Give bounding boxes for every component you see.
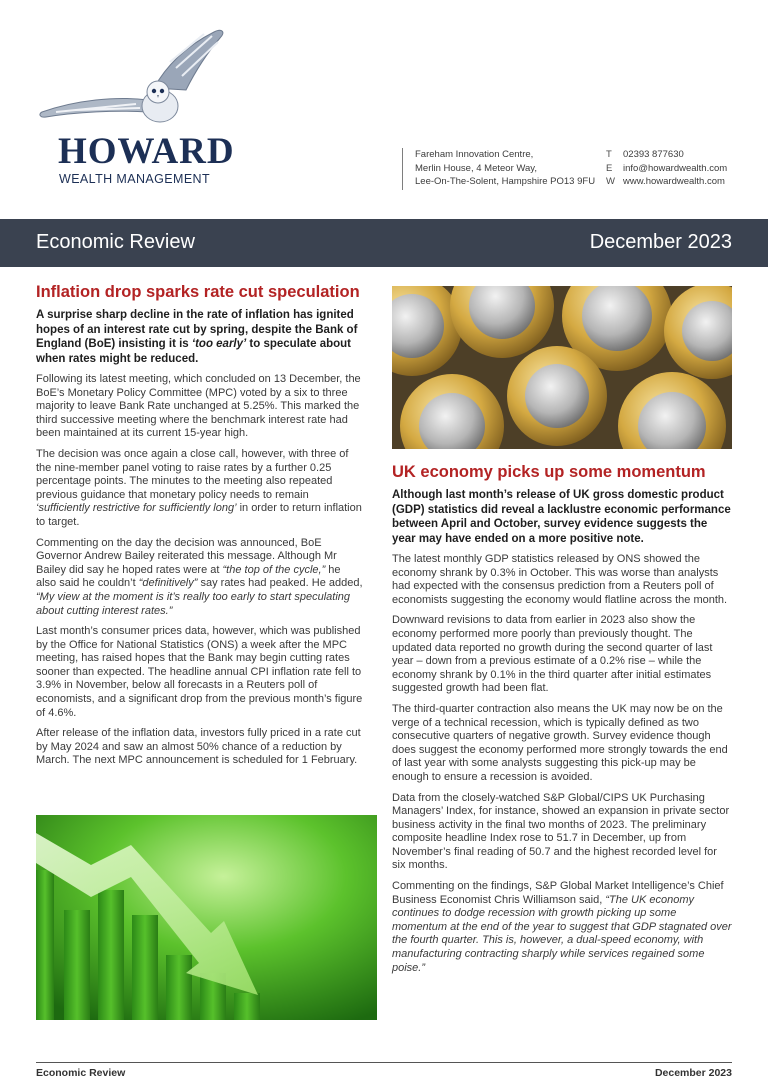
- address-line: Fareham Innovation Centre,: [415, 149, 534, 160]
- email-label: E: [606, 162, 613, 174]
- address-line: Lee-On-The-Solent, Hampshire PO13 9FU: [415, 176, 596, 187]
- contact-email-row: [606, 162, 727, 176]
- publication-title: Economic Review: [36, 231, 195, 253]
- article-paragraph: The third-quarter contraction also means the UK may now be on the verge of a technical recession, which is typically defined as two consecutive quarters of negative growth. Survey evidence though does suggest the economy performed more strongly towards the end of last year with some analysts suggesting this pick-up may be enough to ensure a recession is avoided.: [392, 702, 728, 783]
- company-logo: [36, 26, 236, 191]
- footer-title: Economic Review: [36, 1067, 126, 1079]
- article-paragraph: After release of the inflation data, investors fully priced in a rate cut by May 2024 and saw an almost 50% chance of a reduction by March. The next MPC announcement is scheduled for 1 February.: [36, 727, 361, 767]
- contact-details: [606, 148, 727, 189]
- article-lead: A surprise sharp decline in the rate of inflation has ignited hopes of an interest rate cut by spring, despite the Bank of England (BoE) insisting it is ‘too early’ to speculate about when rates might be reduced.: [36, 309, 358, 365]
- company-address: [402, 148, 595, 190]
- address-line: Merlin House, 4 Meteor Way,: [415, 162, 537, 174]
- footer-date: December 2023: [654, 1067, 732, 1079]
- phone-label: T: [606, 149, 612, 160]
- article-lead: Although last month’s release of UK gross domestic product (GDP) statistics did reveal a lacklustre economic performance between April and October, survey evidence suggests the year may have ended on a more positive note.: [392, 489, 731, 545]
- article-paragraph: Last month’s consumer prices data, however, which was published by the Office for National Statistics (ONS) a week after the MPC meeting, has raised hopes that the Bank may begin cutting rates sooner than expected. The headline annual CPI inflation rate fell to 3.9% in November, below all forecasts in a Reuters poll of economists, and a significant drop from the previous month’s figure of 4.6%.: [36, 625, 363, 719]
- article-paragraph: Following its latest meeting, which concluded on 13 December, the BoE’s Monetary Policy Committee (MPC) voted by a six to three majority to leave Bank Rate unchanged at 5.25%. This marked the third successive meeting where the benchmark interest rate had been maintained at its current 15-year high.: [36, 373, 361, 440]
- article-paragraph: The latest monthly GDP statistics released by ONS showed the economy shrank by 0.3% in October. This was worse than analysts had expected with the consensus prediction from a Reuters poll of economists suggesting the economy would flatline across the month.: [392, 553, 728, 606]
- pound-coins-photo: [392, 286, 732, 449]
- article-heading: UK economy picks up some momentum: [392, 463, 706, 481]
- publication-date: December 2023: [589, 231, 732, 253]
- email-address[interactable]: info@howardwealth.com: [623, 162, 728, 174]
- article-paragraph: Commenting on the day the decision was announced, BoE Governor Andrew Bailey reiterated this message. Although Mr Bailey did say he hoped rates were at “the top of the cycle,” he also said he couldn’t “definitively” say rates had peaked. He added, “My view at the moment is it’s really too early to start speculating about cutting interest rates.”: [36, 536, 363, 617]
- web-label: W: [606, 176, 615, 187]
- article-paragraph: Data from the closely-watched S&P Global/CIPS UK Purchasing Managers’ Index, for instance, showed an expansion in private sector business activity in the final two months of 2023. The preliminary composite headline Index rose to 51.7 in December, up from November’s final reading of 50.7 and the highest recorded level for six months.: [392, 791, 730, 872]
- article-inflation: [36, 283, 363, 775]
- title-banner: [0, 219, 768, 267]
- phone-number: 02393 877630: [623, 149, 684, 160]
- brand-name: HOWARD: [58, 131, 235, 172]
- article-paragraph: Commenting on the findings, S&P Global Market Intelligence’s Chief Business Economist Chris Williamson said, “The UK economy continues to dodge recession with growth picking up some momentum at the end of the year to suggest that GDP stagnated over the fourth quarter. This is, however, a dual-speed economy, with manufacturing contracting sharply while services regained some poise.”: [392, 880, 732, 974]
- declining-chart-photo: [36, 815, 377, 1020]
- article-paragraph: Downward revisions to data from earlier in 2023 also show the economy performed more poorly than previously thought. The updated data reported no growth during the second quarter of last year – down from a previous estimate of a 0.2% rise – while the economy shrank by 0.1% in the third quarter after initial estimates suggested growth had been flat.: [392, 614, 713, 695]
- contact-phone-row: [606, 148, 727, 162]
- brand-subtitle: WEALTH MANAGEMENT: [59, 172, 211, 186]
- article-uk-economy: [392, 463, 732, 982]
- footer-divider: [36, 1062, 732, 1063]
- page-header: [0, 0, 768, 218]
- owl-logo-icon: [36, 26, 236, 131]
- article-paragraph: The decision was once again a close call, however, with three of the nine-member panel voting to raise rates by a further 0.25 percentage points. The minutes to the meeting also repeated previous guidance that monetary policy needs to remain ‘sufficiently restrictive for sufficiently long’ in order to return inflation to target.: [36, 447, 362, 528]
- website-link[interactable]: www.howardwealth.com: [623, 176, 725, 187]
- contact-web-row: [606, 175, 727, 189]
- article-heading: Inflation drop sparks rate cut speculation: [36, 283, 360, 301]
